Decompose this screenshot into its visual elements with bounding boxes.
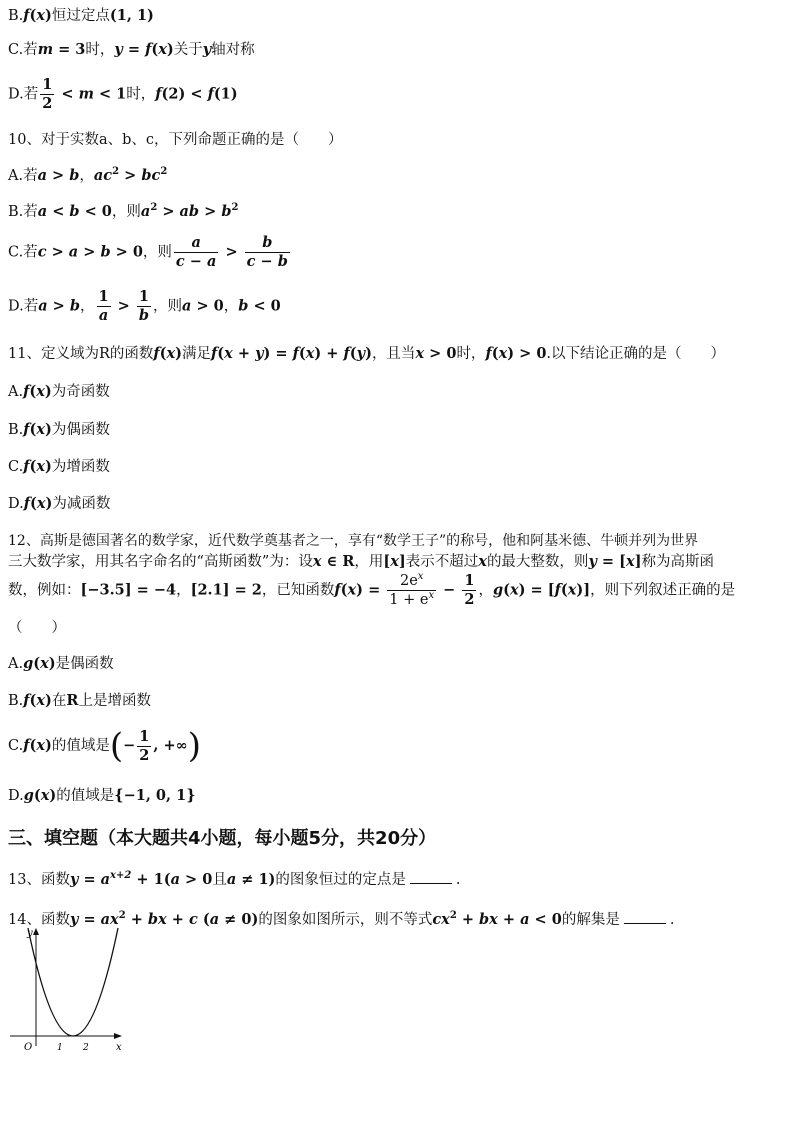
section-title: 三、填空题（本大题共4小题，每小题5分，共20分） xyxy=(8,828,437,849)
q9-option-c: C.若m = 3时，y = f(x)关于y轴对称 xyxy=(8,41,255,58)
tick-label-2: 2 xyxy=(83,1043,89,1053)
q12-stem-line1: 12、高斯是德国著名的数学家，近代数学奠基者之一，享有“数学王子”的称号，他和阿基米德、牛顿并列为世界 xyxy=(8,533,699,549)
x-axis-label: x xyxy=(116,1042,122,1053)
q12-option-d: D.g(x)的值域是{−1, 0, 1} xyxy=(8,787,196,804)
q11-stem: 11、定义域为R的函数f(x)满足f(x + y) = f(x) + f(y)，且当x > 0时，f(x) > 0.以下结论正确的是（ ） xyxy=(8,345,726,362)
y-axis-label: y xyxy=(27,928,33,939)
x-axis-arrow xyxy=(114,1033,122,1039)
q10-stem: 10、对于实数a、b、c，下列命题正确的是（ ） xyxy=(8,132,343,148)
q11-option-d: D.f(x)为减函数 xyxy=(8,495,111,512)
q9-option-b: B.f(x)恒过定点(1, 1) xyxy=(8,7,154,24)
q12-stem-line4: （ ） xyxy=(8,620,66,636)
q10-option-b: B.若a < b < 0，则$a^2$ > ab > $b^2$ xyxy=(8,202,239,220)
origin-label: O xyxy=(24,1042,33,1053)
q12-option-b: B.f(x)在R上是增函数 xyxy=(8,692,151,709)
y-axis-arrow xyxy=(33,928,39,935)
q11-option-a: A.f(x)为奇函数 xyxy=(8,383,110,400)
q10-option-a: A.若a > b，$ac^2 > bc^2$ xyxy=(8,166,168,184)
q9-option-d: D.若 $\frac{1}{2}$ < m < 1时，f(2) < f(1) xyxy=(8,76,238,112)
q10-option-c: C.若c > a > b > 0，则 $\frac{a}{c - a}$ > $\frac{b}{c - b}$ xyxy=(8,234,288,270)
q12-option-a: A.g(x)是偶函数 xyxy=(8,655,114,672)
parabola-graph xyxy=(6,926,136,1060)
q12-stem-line2: 三大数学家，用其名字命名的“高斯函数”为：设x ∈ R，用[x]表示不超过x的最大整数，则y = [x]称为高斯函 xyxy=(8,553,715,570)
q14-answer-blank[interactable] xyxy=(624,911,666,924)
parabola-curve xyxy=(28,928,118,1036)
q11-option-c: C.f(x)为增函数 xyxy=(8,458,110,475)
q12-option-c: C.f(x)的值域是(− $\frac{1}{2}$ , +∞) xyxy=(8,726,201,766)
q14-stem: 14、函数$y = ax^2$ + bx + c (a ≠ 0)的图象如图所示，则不等式$cx^2$ + bx + a < 0的解集是 . xyxy=(8,910,675,928)
q11-option-b: B.f(x)为偶函数 xyxy=(8,421,110,438)
tick-label-1: 1 xyxy=(57,1043,63,1053)
q10-option-d: D.若a > b， $\frac{1}{a}$ > $\frac{1}{b}$ ，则a > 0，b < 0 xyxy=(8,288,281,324)
q12-stem-line3: 数，例如：[−3.5] = −4，[2.1] = 2，已知函数f(x) = $\frac{2e^x}{1 + e^x}$ − $\frac{1}{2}$ ，g(x) = [f(x)]，则下列叙述正确的是 xyxy=(8,571,736,608)
q13-stem: 13、函数$y = a^{x+2} + 1(a > 0$且a ≠ 1)的图象恒过的定点是 . xyxy=(8,870,461,888)
q13-answer-blank[interactable] xyxy=(410,871,452,884)
